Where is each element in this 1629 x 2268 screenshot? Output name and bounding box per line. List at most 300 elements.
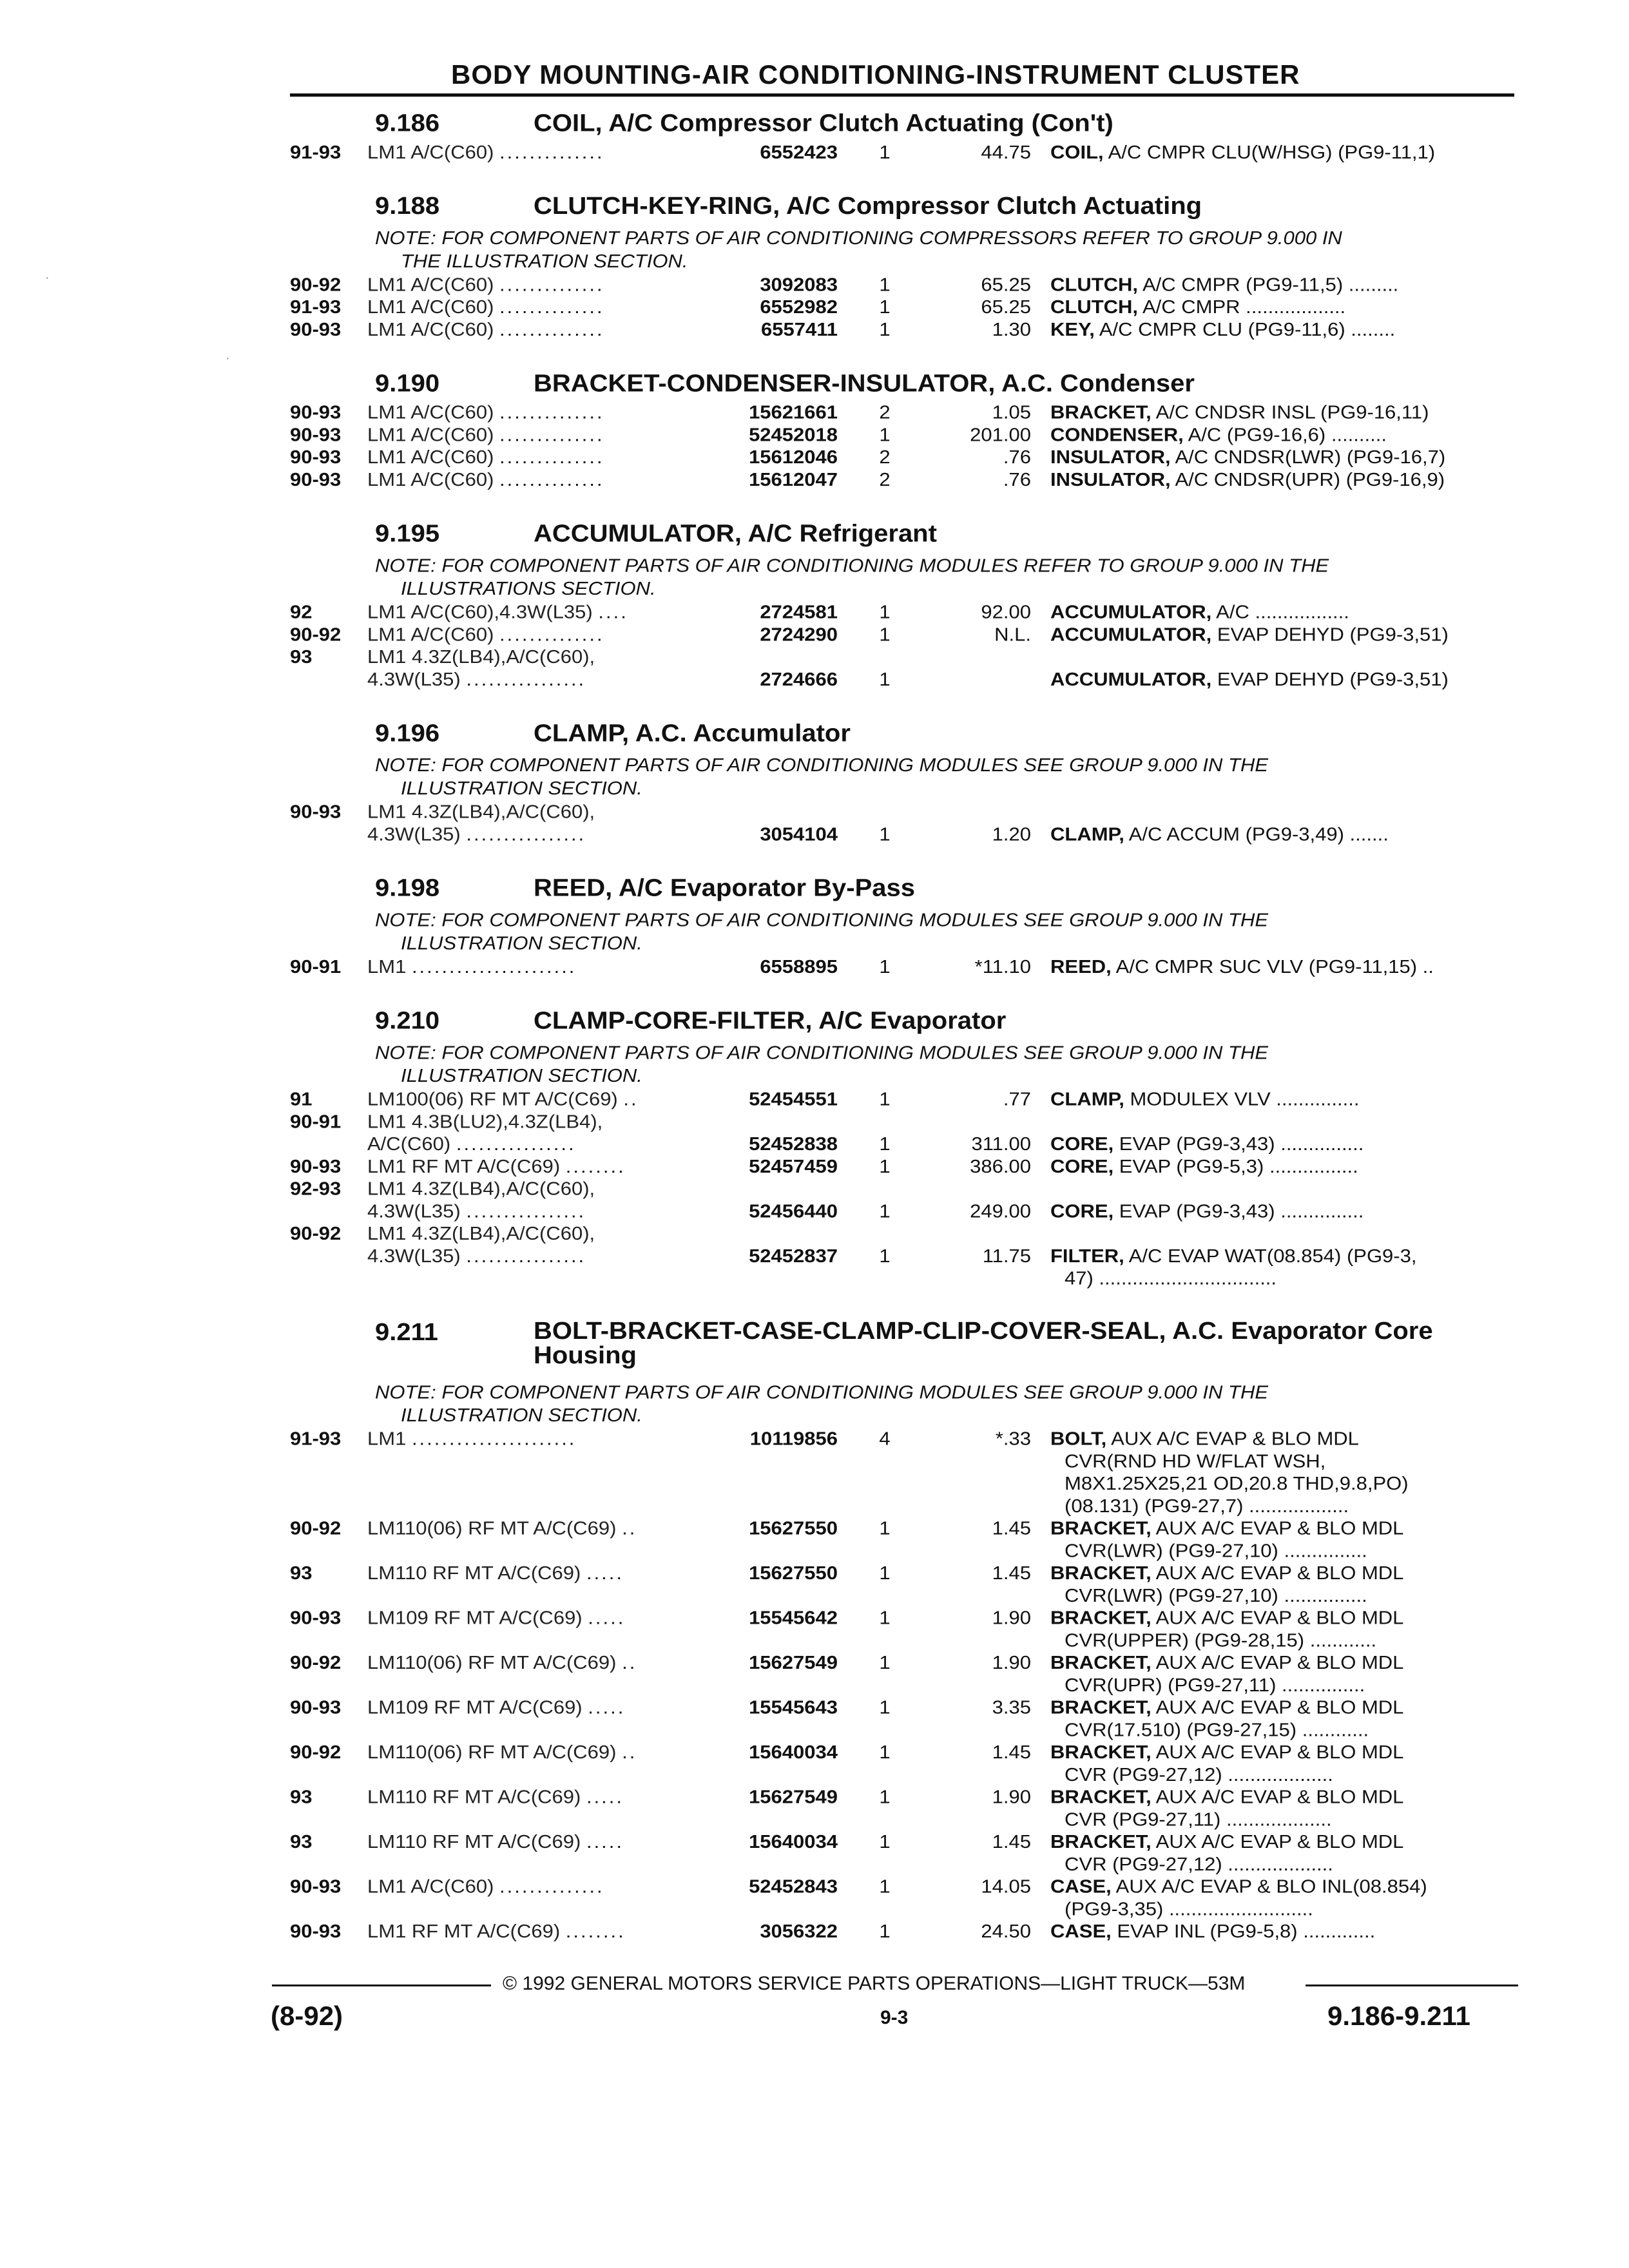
description-text: LM1 RF MT A/C(C69)	[367, 1155, 561, 1177]
quantity: 1	[879, 1696, 891, 1718]
part-name	[1050, 1831, 1514, 1853]
quantity: 1	[879, 1245, 891, 1267]
section-spacer	[284, 691, 1521, 706]
section-spacer	[284, 491, 1521, 506]
part-name	[1050, 274, 1514, 296]
part-row	[284, 1652, 1521, 1675]
part-name-head: INSULATOR,	[1050, 446, 1171, 468]
price: *11.10	[974, 956, 1031, 977]
part-row	[284, 1607, 1521, 1629]
footer-rule-left	[272, 1984, 491, 1986]
part-name-rest: A/C CMPR CLU(W/HSG) (PG9-11,1)	[1103, 141, 1436, 163]
part-name-rest: EVAP (PG9-5,3) ................	[1113, 1155, 1358, 1177]
part-name	[1050, 1876, 1514, 1898]
description-text: LM110 RF MT A/C(C69)	[367, 1562, 581, 1584]
part-number: 6557411	[761, 318, 838, 340]
quantity: 1	[879, 424, 891, 445]
part-name	[1050, 1200, 1514, 1222]
quantity: 2	[879, 468, 891, 490]
section-number: 9.186	[375, 110, 440, 137]
part-name	[1050, 469, 1514, 491]
section-number: 9.210	[375, 1007, 440, 1034]
part-name-head: COIL,	[1050, 141, 1104, 163]
part-name	[1050, 401, 1514, 423]
part-name-rest: EVAP (PG9-3,43) ...............	[1113, 1133, 1364, 1155]
section-range: 9.186-9.211	[1327, 2001, 1470, 2031]
part-row-continuation	[284, 1898, 1521, 1921]
leader-dots: ......................	[411, 956, 577, 977]
model-years: 93	[290, 1786, 313, 1808]
part-name-continued: CVR (PG9-27,12) ...................	[1065, 1853, 1333, 1875]
part-name-rest: EVAP INL (PG9-5,8) .............	[1111, 1920, 1376, 1942]
part-name	[1050, 1562, 1514, 1584]
part-name-rest: A/C ACCUM (PG9-3,49) .......	[1124, 823, 1389, 845]
leader-dots: ..............	[499, 318, 604, 340]
model-years: 91	[290, 1088, 313, 1110]
part-name-rest: AUX A/C EVAP & BLO MDL	[1151, 1651, 1404, 1673]
model-years: 93	[290, 1562, 313, 1584]
quantity: 1	[879, 1607, 891, 1629]
quantity: 1	[879, 624, 891, 645]
vehicle-description	[367, 1517, 1012, 1539]
section-spacer	[284, 1290, 1521, 1305]
description-text: LM1 A/C(C60)	[367, 1876, 494, 1898]
description-text: 4.3W(L35)	[367, 823, 461, 845]
section-title	[375, 875, 915, 902]
vehicle-description	[367, 669, 1012, 691]
vehicle-description	[367, 424, 1012, 446]
section-note	[375, 1039, 1483, 1088]
quantity: 1	[879, 1088, 891, 1110]
section-name: COIL, A/C Compressor Clutch Actuating (Con't)	[534, 110, 1113, 137]
part-number: 15545642	[749, 1607, 838, 1629]
price: 14.05	[981, 1876, 1031, 1898]
part-row	[284, 1200, 1521, 1223]
part-name	[1050, 319, 1514, 341]
description-text: LM1 A/C(C60)	[367, 424, 494, 445]
part-row	[284, 956, 1521, 979]
vehicle-description	[367, 1088, 1012, 1110]
part-row	[284, 1921, 1521, 1943]
description-text: LM1 RF MT A/C(C69)	[367, 1920, 561, 1942]
part-name	[1050, 1088, 1514, 1110]
section-heading	[284, 357, 1521, 402]
part-name-rest: A/C CNDSR(LWR) (PG9-16,7)	[1170, 446, 1446, 468]
quantity: 1	[879, 1876, 891, 1898]
part-name-head: BRACKET,	[1050, 1562, 1152, 1584]
part-row	[284, 1133, 1521, 1156]
scan-mark: ·	[226, 351, 230, 365]
description-text: LM100(06) RF MT A/C(C69)	[367, 1088, 618, 1110]
part-name-rest: AUX A/C EVAP & BLO MDL	[1151, 1517, 1404, 1539]
part-number: 15627550	[749, 1517, 838, 1539]
price: .76	[1003, 468, 1031, 490]
leader-dots: ......................	[411, 1428, 577, 1450]
leader-dots: .....	[586, 1831, 624, 1852]
part-number: 52452837	[749, 1245, 838, 1267]
description-text: LM1 4.3Z(LB4),A/C(C60),	[367, 1222, 595, 1244]
part-name	[1050, 296, 1514, 318]
model-years: 90-93	[290, 1607, 342, 1629]
part-name-rest: EVAP DEHYD (PG9-3,51)	[1211, 624, 1449, 645]
leader-dots: ..............	[499, 401, 604, 423]
part-name-head: REED,	[1050, 956, 1112, 977]
description-text: LM1 4.3Z(LB4),A/C(C60),	[367, 801, 595, 823]
vehicle-description	[367, 1178, 1012, 1200]
leader-dots: ..............	[499, 1876, 604, 1898]
leader-dots: .....	[586, 1786, 624, 1808]
part-name-head: BRACKET,	[1050, 1517, 1152, 1539]
quantity: 1	[879, 1920, 891, 1942]
parts-list	[284, 97, 1521, 1959]
section-title	[375, 193, 1202, 220]
part-name	[1050, 1517, 1514, 1539]
vehicle-description	[367, 1111, 1012, 1133]
section-title	[375, 1008, 1006, 1035]
leader-dots: ........	[565, 1155, 626, 1177]
note-line-2: ILLUSTRATION SECTION.	[401, 932, 642, 954]
model-years: 90-93	[290, 1696, 342, 1718]
price: 1.90	[992, 1651, 1031, 1673]
copyright-notice: © 1992 GENERAL MOTORS SERVICE PARTS OPERATIONS—LIGHT TRUCK—53M	[503, 1973, 1246, 1994]
section-title	[375, 1319, 1539, 1367]
part-name	[1050, 1245, 1514, 1267]
leader-dots: ................	[466, 668, 586, 690]
section-title	[375, 520, 937, 547]
model-years: 90-93	[290, 1155, 342, 1177]
price: 92.00	[981, 601, 1031, 623]
price: 201.00	[970, 424, 1031, 445]
part-name-continued: 47) ................................	[1065, 1267, 1277, 1289]
description-text: 4.3W(L35)	[367, 1200, 461, 1222]
part-name	[1050, 1742, 1514, 1763]
part-row	[284, 296, 1521, 319]
description-text: LM1 4.3B(LU2),4.3Z(LB4),	[367, 1111, 603, 1133]
section-note	[375, 224, 1483, 274]
part-row	[284, 1696, 1521, 1719]
description-text: LM1 A/C(C60)	[367, 318, 494, 340]
price: 1.45	[992, 1831, 1031, 1852]
section-name: BRACKET-CONDENSER-INSULATOR, A.C. Condenser	[534, 370, 1195, 397]
section-number: 9.188	[375, 193, 440, 220]
part-name-rest: A/C EVAP WAT(08.854) (PG9-3,	[1124, 1245, 1417, 1267]
part-name-rest: AUX A/C EVAP & BLO MDL	[1151, 1786, 1404, 1808]
part-row-continuation	[284, 1450, 1521, 1473]
price: 311.00	[971, 1133, 1031, 1155]
price: 1.45	[992, 1562, 1031, 1584]
leader-dots: ..............	[499, 296, 604, 318]
part-name	[1050, 1156, 1514, 1178]
revision-date: (8-92)	[271, 2001, 343, 2031]
section-name: ACCUMULATOR, A/C Refrigerant	[534, 520, 937, 547]
vehicle-description	[367, 1428, 1012, 1450]
part-number: 15627549	[749, 1651, 838, 1673]
description-text: LM1 A/C(C60)	[367, 401, 494, 423]
quantity: 1	[879, 1831, 891, 1852]
part-name-head: CLUTCH,	[1050, 296, 1139, 318]
section-title	[375, 370, 1195, 398]
model-years: 90-93	[290, 318, 342, 340]
part-name	[1050, 1921, 1514, 1943]
quantity: 1	[879, 1517, 891, 1539]
part-row	[284, 1562, 1521, 1585]
model-years: 90-92	[290, 274, 342, 296]
vehicle-description	[367, 646, 1012, 668]
description-text: LM1 A/C(C60)	[367, 274, 494, 296]
part-name	[1050, 1428, 1514, 1450]
page-number: 9-3	[880, 2007, 909, 2028]
quantity: 1	[879, 1741, 891, 1763]
vehicle-description	[367, 1607, 1012, 1629]
model-years: 90-92	[290, 1222, 342, 1244]
part-name	[1050, 1786, 1514, 1808]
model-years: 90-93	[290, 1876, 342, 1898]
description-text: LM1	[367, 956, 407, 977]
section-spacer	[284, 846, 1521, 861]
part-name	[1050, 424, 1514, 446]
quantity: 1	[879, 296, 891, 318]
model-years: 90-93	[290, 401, 342, 423]
description-text: LM1 A/C(C60)	[367, 141, 494, 163]
part-name-head: KEY,	[1050, 318, 1095, 340]
model-years: 93	[290, 646, 313, 668]
section-name: CLAMP-CORE-FILTER, A/C Evaporator	[534, 1007, 1007, 1034]
part-number: 2724581	[760, 601, 838, 623]
part-row	[284, 1245, 1521, 1268]
part-number: 3092083	[760, 274, 838, 296]
part-row-continuation	[284, 1854, 1521, 1876]
part-name-head: CLAMP,	[1050, 823, 1124, 845]
part-name-head: BRACKET,	[1050, 401, 1152, 423]
part-name-head: CLAMP,	[1050, 1088, 1124, 1110]
vehicle-description	[367, 1245, 1012, 1267]
section-spacer	[284, 978, 1521, 994]
quantity: 1	[879, 141, 891, 163]
vehicle-description	[367, 956, 1012, 978]
part-name	[1050, 669, 1514, 691]
part-row	[284, 401, 1521, 424]
part-row	[284, 1111, 1521, 1133]
part-name-rest: A/C CMPR SUC VLV (PG9-11,15) ..	[1111, 956, 1434, 977]
quantity: 1	[879, 1200, 891, 1222]
part-number: 52456440	[749, 1200, 838, 1222]
part-name-rest: A/C .................	[1211, 601, 1349, 623]
part-name-head: CORE,	[1050, 1155, 1114, 1177]
price: .77	[1003, 1088, 1031, 1110]
part-name-head: CASE,	[1050, 1876, 1112, 1898]
quantity: 4	[879, 1428, 891, 1450]
price: 1.30	[992, 318, 1031, 340]
section-heading	[284, 97, 1521, 142]
note-line-2: THE ILLUSTRATION SECTION.	[401, 250, 688, 272]
part-name-continued: CVR(UPR) (PG9-27,11) ...............	[1065, 1674, 1365, 1696]
part-name-continued: CVR(UPPER) (PG9-28,15) ............	[1065, 1629, 1377, 1651]
part-name-continued: M8X1.25X25,21 OD,20.8 THD,9.8,PO)	[1065, 1472, 1409, 1494]
note-line: NOTE: FOR COMPONENT PARTS OF AIR CONDITIONING MODULES SEE GROUP 9.000 IN THE	[375, 1381, 1269, 1403]
description-text: LM1 A/C(C60)	[367, 468, 494, 490]
description-text: LM110(06) RF MT A/C(C69)	[367, 1517, 617, 1539]
model-years: 91-93	[290, 141, 342, 163]
part-row-continuation	[284, 1675, 1521, 1697]
leader-dots: ................	[456, 1133, 576, 1155]
part-number: 15621661	[749, 401, 838, 423]
part-name-rest: AUX A/C EVAP & BLO MDL	[1151, 1562, 1404, 1584]
part-row-continuation	[284, 1629, 1521, 1652]
part-row	[284, 319, 1521, 341]
model-years: 90-93	[290, 1920, 342, 1942]
part-row	[284, 424, 1521, 447]
section-name: BOLT-BRACKET-CASE-CLAMP-CLIP-COVER-SEAL, A.C. Evaporator Core Housing	[534, 1318, 1433, 1369]
part-row	[284, 469, 1521, 492]
model-years: 90-91	[290, 956, 342, 977]
part-row	[284, 1223, 1521, 1245]
part-row-continuation	[284, 1719, 1521, 1742]
price: 3.35	[992, 1696, 1031, 1718]
vehicle-description	[367, 447, 1012, 468]
part-name-continued: (PG9-3,35) ..........................	[1065, 1898, 1313, 1919]
part-name-rest: AUX A/C EVAP & BLO MDL	[1151, 1696, 1404, 1718]
part-number: 52452018	[749, 424, 838, 445]
part-name-rest: A/C CMPR ..................	[1138, 296, 1346, 318]
part-name-continued: CVR (PG9-27,11) ...................	[1065, 1809, 1332, 1830]
part-number: 52457459	[749, 1155, 838, 1177]
part-name-head: BRACKET,	[1050, 1651, 1152, 1673]
part-number: 15545643	[749, 1696, 838, 1718]
part-name	[1050, 956, 1514, 978]
description-text: LM1 A/C(C60)	[367, 296, 494, 318]
section-name: CLAMP, A.C. Accumulator	[534, 720, 851, 747]
part-name-continued: CVR(17.510) (PG9-27,15) ............	[1065, 1719, 1369, 1740]
leader-dots: ....	[598, 601, 628, 623]
section-spacer	[284, 341, 1521, 356]
part-name-rest: AUX A/C EVAP & BLO MDL	[1106, 1428, 1359, 1450]
part-row	[284, 1178, 1521, 1200]
note-line: NOTE: FOR COMPONENT PARTS OF AIR CONDITIONING MODULES SEE GROUP 9.000 IN THE	[375, 754, 1269, 776]
section-heading	[284, 861, 1521, 907]
part-name-head: CORE,	[1050, 1133, 1114, 1155]
part-number: 15640034	[749, 1831, 838, 1852]
part-number: 6552423	[760, 141, 838, 163]
part-row	[284, 624, 1521, 646]
part-name-rest: A/C CMPR CLU (PG9-11,6) ........	[1094, 318, 1396, 340]
note-line-2: ILLUSTRATION SECTION.	[401, 1404, 642, 1426]
page-title: BODY MOUNTING-AIR CONDITIONING-INSTRUMENT CLUSTER	[451, 59, 1300, 90]
part-name	[1050, 601, 1514, 623]
part-row	[284, 823, 1521, 846]
part-row-continuation	[284, 1809, 1521, 1831]
part-name-rest: EVAP (PG9-3,43) ...............	[1113, 1200, 1364, 1222]
description-text: 4.3W(L35)	[367, 1245, 461, 1267]
quantity: 1	[879, 274, 891, 296]
part-row-continuation	[284, 1495, 1521, 1518]
quantity: 1	[879, 1133, 891, 1155]
part-name-head: INSULATOR,	[1050, 468, 1171, 490]
description-text: LM109 RF MT A/C(C69)	[367, 1696, 583, 1718]
section-note	[375, 907, 1483, 956]
section-note	[375, 1378, 1483, 1428]
part-name-rest: MODULEX VLV ...............	[1124, 1088, 1360, 1110]
part-row	[284, 646, 1521, 669]
note-line-2: ILLUSTRATIONS SECTION.	[401, 577, 656, 599]
leader-dots: ..............	[499, 141, 604, 163]
part-row-continuation	[284, 1267, 1521, 1290]
description-text: A/C(C60)	[367, 1133, 451, 1155]
note-line-2: ILLUSTRATION SECTION.	[401, 777, 642, 799]
part-name-head: BRACKET,	[1050, 1831, 1152, 1852]
section-heading	[284, 707, 1521, 752]
quantity: 1	[879, 1651, 891, 1673]
description-text: LM109 RF MT A/C(C69)	[367, 1607, 583, 1629]
section-name: REED, A/C Evaporator By-Pass	[534, 874, 916, 902]
note-line: NOTE: FOR COMPONENT PARTS OF AIR CONDITIONING COMPRESSORS REFER TO GROUP 9.000 IN	[375, 227, 1342, 249]
model-years: 90-92	[290, 1651, 342, 1673]
quantity: 2	[879, 446, 891, 468]
part-number: 2724290	[760, 624, 838, 645]
part-name	[1050, 447, 1514, 468]
part-name-head: ACCUMULATOR,	[1050, 601, 1212, 623]
price: 1.45	[992, 1741, 1031, 1763]
part-name	[1050, 142, 1514, 164]
part-name-rest: A/C (PG9-16,6) ..........	[1183, 424, 1387, 445]
section-number: 9.211	[375, 1319, 438, 1346]
leader-dots: ..............	[499, 446, 604, 468]
model-years: 90-93	[290, 468, 342, 490]
part-name-continued: CVR(RND HD W/FLAT WSH,	[1065, 1450, 1326, 1472]
price: 11.75	[982, 1245, 1031, 1267]
price: .76	[1003, 446, 1031, 468]
price: 1.45	[992, 1517, 1031, 1539]
part-row-continuation	[284, 1764, 1521, 1787]
price: 65.25	[981, 274, 1031, 296]
part-name-head: ACCUMULATOR,	[1050, 668, 1212, 690]
vehicle-description	[367, 1652, 1012, 1674]
vehicle-description	[367, 624, 1012, 646]
price: 24.50	[981, 1920, 1031, 1942]
part-number: 15627549	[749, 1786, 838, 1808]
vehicle-description	[367, 801, 1012, 823]
description-text: LM1 A/C(C60)	[367, 446, 494, 468]
quantity: 2	[879, 401, 891, 423]
footer-rule-right	[1306, 1984, 1518, 1986]
model-years: 90-92	[290, 1517, 342, 1539]
vehicle-description	[367, 1786, 1012, 1808]
vehicle-description	[367, 1696, 1012, 1718]
price: 44.75	[981, 141, 1031, 163]
part-name	[1050, 624, 1514, 646]
part-name-rest: A/C CNDSR INSL (PG9-16,11)	[1151, 401, 1429, 423]
leader-dots: .....	[588, 1696, 626, 1718]
vehicle-description	[367, 1200, 1012, 1222]
part-name	[1050, 1652, 1514, 1674]
part-name-continued: (08.131) (PG9-27,7) ..................	[1065, 1495, 1349, 1517]
part-number: 6552982	[760, 296, 838, 318]
quantity: 1	[879, 1786, 891, 1808]
part-name-head: FILTER,	[1050, 1245, 1124, 1267]
vehicle-description	[367, 1223, 1012, 1245]
part-name-continued: CVR (PG9-27,12) ...................	[1065, 1763, 1333, 1785]
model-years: 90-93	[290, 801, 342, 823]
price: 65.25	[981, 296, 1031, 318]
description-text: LM110(06) RF MT A/C(C69)	[367, 1651, 617, 1673]
leader-dots: ..............	[499, 424, 604, 445]
section-number: 9.196	[375, 720, 440, 747]
section-name: CLUTCH-KEY-RING, A/C Compressor Clutch Actuating	[534, 193, 1202, 220]
vehicle-description	[367, 1921, 1012, 1943]
part-row	[284, 601, 1521, 624]
model-years: 90-92	[290, 1741, 342, 1763]
model-years: 92	[290, 601, 313, 623]
part-name-continued: CVR(LWR) (PG9-27,10) ...............	[1065, 1584, 1367, 1606]
